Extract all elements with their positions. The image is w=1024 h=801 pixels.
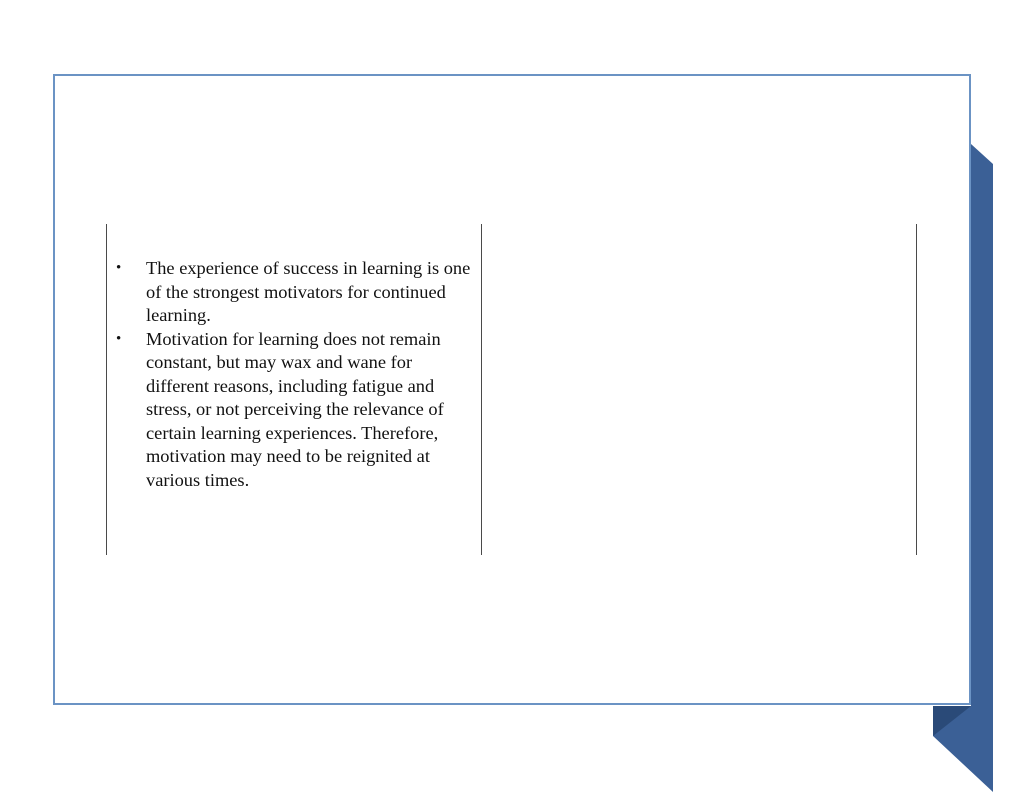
list-item-text: Motivation for learning does not remain constant, but may wax and wane for different reasons, including fatigue and stress, or not perceiving the relevance of certain learning experiences. Therefore, motivation may need to be reignited at various times. — [146, 328, 444, 490]
list-item — [112, 328, 474, 493]
column-rule-right — [916, 224, 917, 555]
bullet-list — [112, 257, 474, 492]
bullet-marker: • — [116, 260, 122, 276]
bullet-marker: • — [116, 330, 122, 347]
list-item-text: The experience of success in learning is one of the strongest motivators for continued learning. — [146, 258, 471, 325]
column-rule-left — [106, 224, 107, 555]
list-item — [112, 257, 474, 328]
column-rule-middle — [481, 224, 482, 555]
